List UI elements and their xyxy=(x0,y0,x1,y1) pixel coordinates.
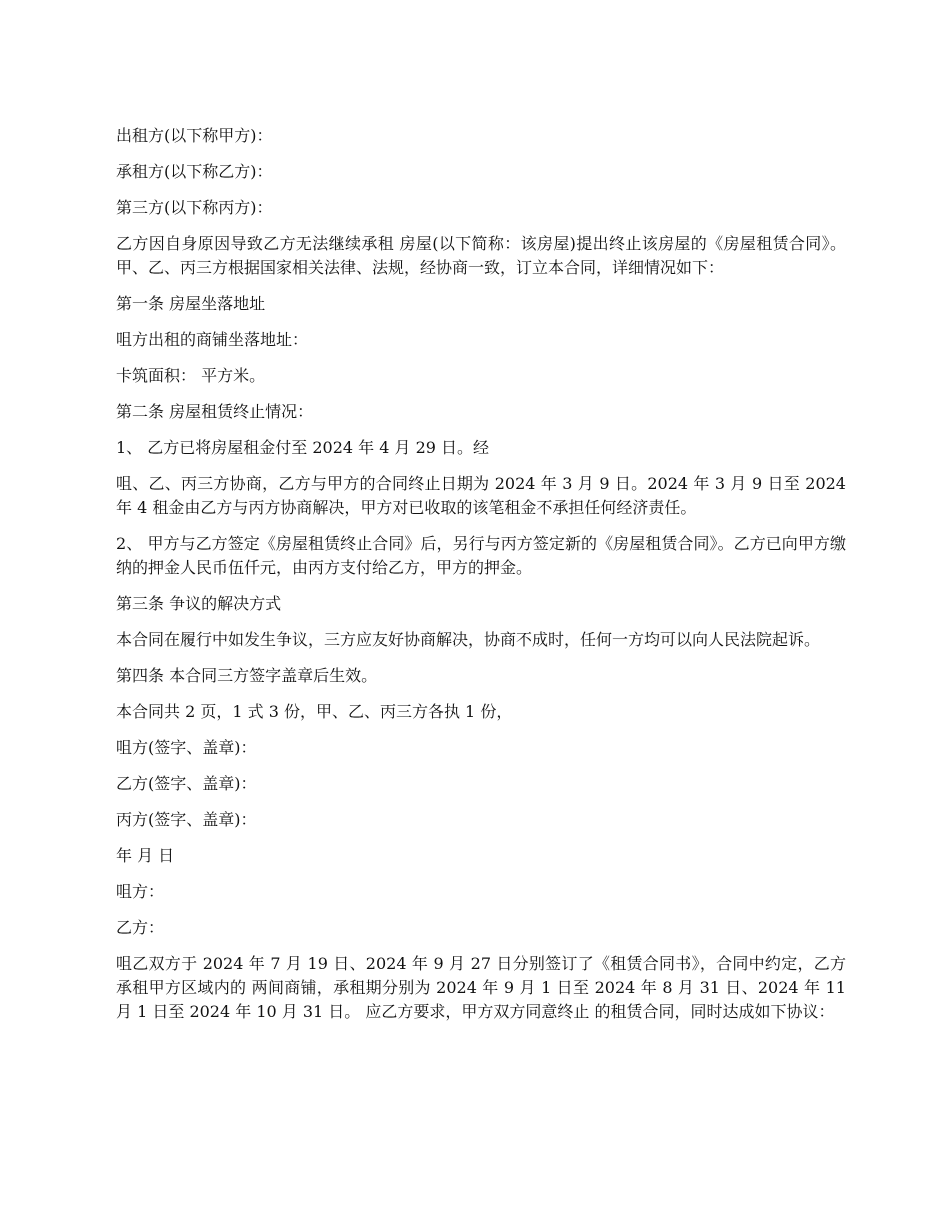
agreement-paragraph: 咀乙双方于 2024 年 7 月 19 日、2024 年 9 月 27 日分别签订了《租赁合同书》，合同中约定，乙方承租甲方区域内的 两间商铺，承租期分别为 2024 年 9 月 1 日至 2024 年 8 月 31 日、2024 年 11 月 1 日至 2024 年 10 月 31 日。 应乙方要求，甲方双方同意终止 的租赁合同，同时达成如下协议： xyxy=(116,954,846,1021)
clause-1-line: 1、 乙方已将房屋租金付至 2024 年 4 月 29 日。经 xyxy=(116,438,490,457)
party-a-line: 咀方： xyxy=(116,882,165,901)
clause-1-paragraph: 咀、乙、丙三方协商，乙方与甲方的合同终止日期为 2024 年 3 月 9 日。2024 年 3 月 9 日至 2024 年 4 租金由乙方与丙方协商解决，甲方对已收取的该笔租金不承担任何经济责任。 xyxy=(116,474,846,517)
third-party-line: 第三方(以下称丙方)： xyxy=(116,198,273,217)
party-c-signature-line: 丙方(签字、盖章)： xyxy=(116,810,257,829)
floor-area-line: 卡筑面积： 平方米。 xyxy=(116,366,266,385)
date-line: 年 月 日 xyxy=(116,846,175,865)
preamble-paragraph: 乙方因自身原因导致乙方无法继续承租 房屋(以下简称：该房屋)提出终止该房屋的《房屋租赁合同》。甲、乙、丙三方根据国家相关法律、法规，经协商一致，订立本合同，详细情况如下： xyxy=(116,234,846,277)
clause-2-paragraph: 2、 甲方与乙方签定《房屋租赁终止合同》后，另行与丙方签定新的《房屋租赁合同》。乙方已向甲方缴纳的押金人民币伍仟元，由丙方支付给乙方，甲方的押金。 xyxy=(116,534,846,577)
article-2-heading: 第二条 房屋租赁终止情况： xyxy=(116,402,314,421)
article-1-heading: 第一条 房屋坐落地址 xyxy=(116,294,266,313)
lessor-line: 出租方(以下称甲方)： xyxy=(116,126,273,145)
shop-address-line: 咀方出租的商铺坐落地址： xyxy=(116,330,309,349)
article-4-heading: 第四条 本合同三方签字盖章后生效。 xyxy=(116,666,378,685)
document-body xyxy=(116,124,846,1036)
article-3-heading: 第三条 争议的解决方式 xyxy=(116,594,282,613)
party-b-signature-line: 乙方(签字、盖章)： xyxy=(116,774,257,793)
copies-line: 本合同共 2 页，1 式 3 份，甲、乙、丙三方各执 1 份， xyxy=(116,702,513,721)
party-b-line: 乙方： xyxy=(116,918,165,937)
party-a-signature-line: 咀方(签字、盖章)： xyxy=(116,738,257,757)
lessee-line: 承租方(以下称乙方)： xyxy=(116,162,273,181)
dispute-paragraph: 本合同在履行中如发生争议，三方应友好协商解决，协商不成时，任何一方均可以向人民法院起诉。 xyxy=(116,630,821,649)
